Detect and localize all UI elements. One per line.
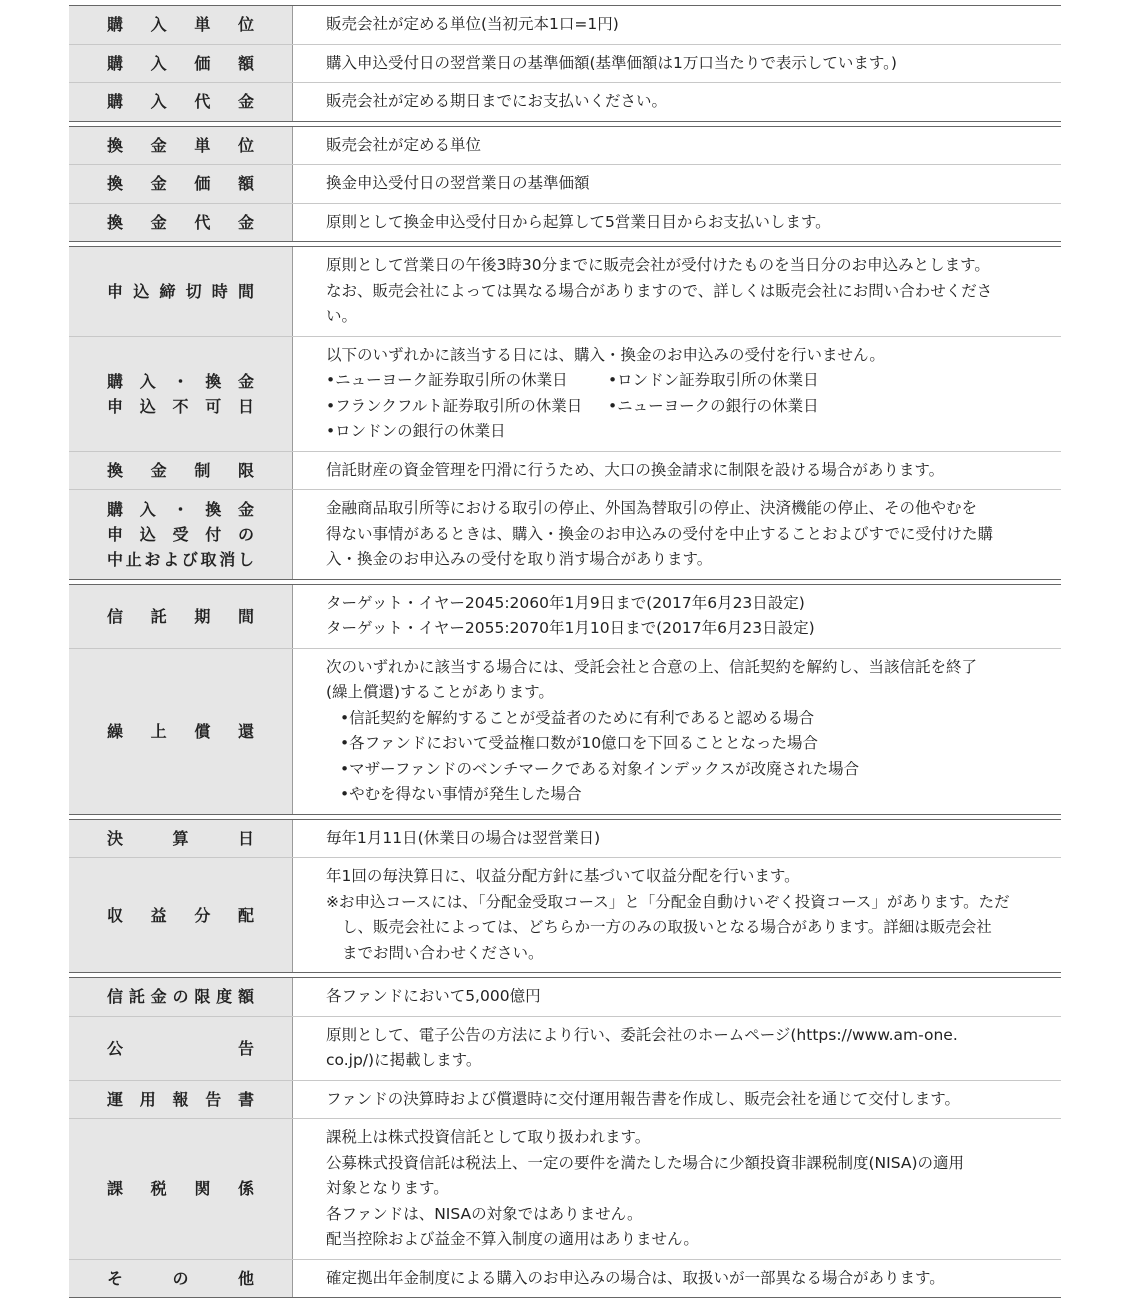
row-value: 金融商品取引所等における取引の停止、外国為替取引の停止、決済機能の停止、その他やむを 得ない事情があるときは、購入・換金のお申込みの受付を中止することおよびすでに受付けた購 入・換金のお申込みの受付を取り消す場合があります。 — [326, 499, 993, 568]
row-label: 申込締切時間 — [69, 247, 293, 336]
row-value: 各ファンドにおいて5,000億円 — [326, 987, 541, 1005]
row-value: 販売会社が定める期日までにお支払いください。 — [326, 92, 668, 110]
list-item: •やむを得ない事情が発生した場合 — [340, 785, 582, 803]
settlement-group — [69, 819, 1061, 974]
row-value: 毎年1月11日(休業日の場合は翌営業日) — [326, 828, 601, 847]
row-label: 換 金 価 額 — [69, 165, 293, 203]
list-item: •信託契約を解約することが受益者のために有利であると認める場合 — [340, 708, 815, 727]
row-label: 換 金 単 位 — [69, 127, 293, 165]
row-value: 課税上は株式投資信託として取り扱われます。 公募株式投資信託は税法上、一定の要件を満たした場合に少額投資非課税制度(NISA)の適用 対象となります。 各ファンドは、NISAの対象ではありません。 配当控除および益金不算入制度の適用はありません。 — [326, 1128, 964, 1248]
row-value: 次のいずれかに該当する場合には、受託会社と合意の上、信託契約を解約し、当該信託を終了 (繰上償還)することがあります。 •信託契約を解約することが受益者のために有利であると認める場合 •各ファンドにおいて受益権口数が10億口を下回ることとなった場合 •マザーファンドのベンチマークである対象インデックスが改廃された場合 •やむを得ない事情が発生した場合 — [293, 649, 1061, 814]
row-value: 購入申込受付日の翌営業日の基準価額(基準価額は1万口当たりで表示しています。) — [326, 53, 897, 72]
table-row — [69, 451, 1061, 490]
row-value: 以下のいずれかに該当する日には、購入・換金のお申込みの受付を行いません。 •ニューヨーク証券取引所の休業日 •ロンドン証券取引所の休業日 •フランクフルト証券取引所の休業日 •ニューヨークの銀行の休業日 •ロンドンの銀行の休業日 — [293, 337, 1061, 451]
table-row — [69, 82, 1061, 121]
row-label: 信託金の限度額 — [69, 978, 293, 1016]
row-label: 繰 上 償 還 — [69, 649, 293, 814]
purchase-group — [69, 5, 1061, 122]
row-value: 販売会社が定める単位 — [326, 135, 482, 154]
row-label: そ の 他 — [69, 1260, 293, 1298]
row-label: 購 入 代 金 — [69, 83, 293, 121]
row-label: 換 金 代 金 — [69, 204, 293, 242]
row-label: 運用報告書 — [69, 1081, 293, 1119]
fund-terms-table — [69, 5, 1061, 1298]
other-group — [69, 977, 1061, 1298]
table-row — [69, 44, 1061, 83]
table-row — [69, 6, 1061, 44]
row-label: 購 入 ・ 換 金 申 込 不 可 日 — [69, 337, 293, 451]
row-value: 換金申込受付日の翌営業日の基準価額 — [326, 174, 590, 192]
row-value: 原則として換金申込受付日から起算して5営業日目からお支払いします。 — [326, 212, 831, 231]
table-row — [69, 1016, 1061, 1080]
table-row — [69, 1259, 1061, 1298]
table-row — [69, 127, 1061, 165]
holiday-list-row: •ニューヨーク証券取引所の休業日 •ロンドン証券取引所の休業日 — [326, 371, 819, 389]
table-row — [69, 489, 1061, 579]
row-label: 収 益 分 配 — [69, 858, 293, 972]
table-row — [69, 203, 1061, 242]
row-value: ファンドの決算時および償還時に交付運用報告書を作成し、販売会社を通じて交付します。 — [326, 1089, 960, 1108]
table-row — [69, 978, 1061, 1016]
row-value: 信託財産の資金管理を円滑に行うため、大口の換金請求に制限を設ける場合があります。 — [326, 460, 945, 479]
row-label: 購 入 ・ 換 金 申 込 受 付 の 中止および取消し — [69, 490, 293, 579]
table-row — [69, 648, 1061, 814]
row-value: 年1回の毎決算日に、収益分配方針に基づいて収益分配を行います。 ※お申込コースには、「分配金受取コース」と「分配金自動けいぞく投資コース」があります。ただ し、販売会社によっては、どちらか一方のみの取扱いとなる場合があります。詳細は販売会社 までお問い合わせください。 — [326, 867, 1010, 962]
application-group — [69, 246, 1061, 580]
holiday-list-row: •ロンドンの銀行の休業日 — [326, 422, 506, 440]
list-item: •マザーファンドのベンチマークである対象インデックスが改廃された場合 — [340, 759, 860, 778]
row-label: 決 算 日 — [69, 820, 293, 858]
row-value: 販売会社が定める単位(当初元本1口=1円) — [326, 15, 619, 33]
table-row — [69, 820, 1061, 858]
table-row — [69, 247, 1061, 336]
row-label: 課 税 関 係 — [69, 1119, 293, 1259]
list-item: •各ファンドにおいて受益権口数が10億口を下回ることとなった場合 — [340, 734, 819, 752]
table-row — [69, 585, 1061, 648]
table-row — [69, 857, 1061, 972]
holiday-list-row: •フランクフルト証券取引所の休業日 •ニューヨークの銀行の休業日 — [326, 396, 819, 415]
row-label: 換 金 制 限 — [69, 452, 293, 490]
row-value: 原則として営業日の午後3時30分までに販売会社が受付けたものを当日分のお申込みとします。 なお、販売会社によっては異なる場合がありますので、詳しくは販売会社にお問い合わせくださ い。 — [326, 256, 993, 325]
row-value: 確定拠出年金制度による購入のお申込みの場合は、取扱いが一部異なる場合があります。 — [326, 1268, 945, 1287]
table-row — [69, 164, 1061, 203]
row-label: 信 託 期 間 — [69, 585, 293, 648]
row-value: 原則として、電子公告の方法により行い、委託会社のホームページ(https://www.am-one. co.jp/)に掲載します。 — [326, 1025, 958, 1069]
table-row — [69, 1118, 1061, 1259]
row-label: 購 入 単 位 — [69, 6, 293, 44]
row-value: ターゲット・イヤー2045:2060年1月9日まで(2017年6月23日設定) ターゲット・イヤー2055:2070年1月10日まで(2017年6月23日設定) — [326, 593, 815, 637]
row-label: 公 告 — [69, 1017, 293, 1080]
table-row — [69, 1080, 1061, 1119]
trust-term-group — [69, 584, 1061, 815]
row-label: 購 入 価 額 — [69, 45, 293, 83]
redemption-group — [69, 126, 1061, 243]
table-row — [69, 336, 1061, 451]
